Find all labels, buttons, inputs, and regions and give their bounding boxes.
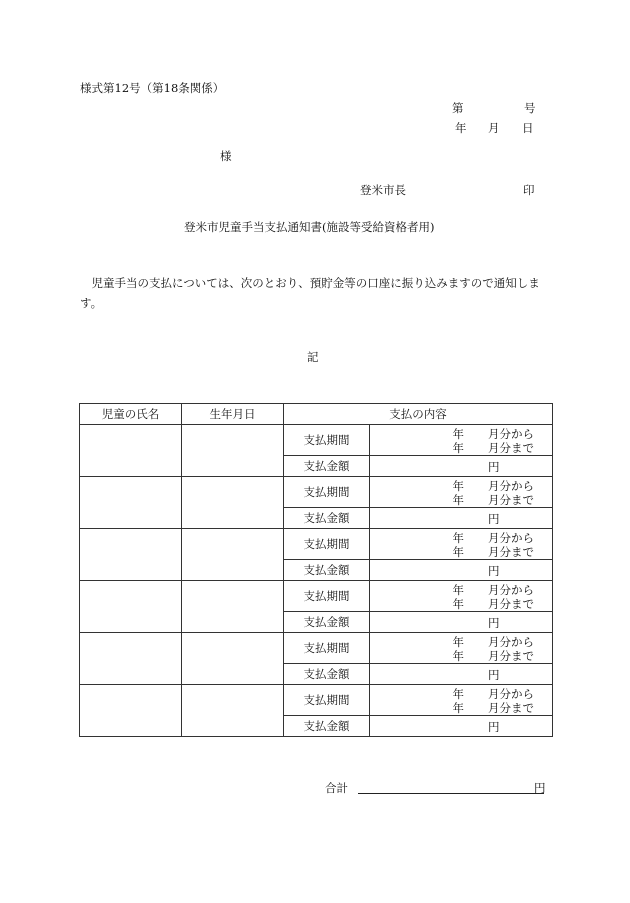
period-from-month-label: 月分から (488, 479, 534, 493)
date-month-label: 月 (488, 121, 500, 135)
amount-yen-unit: 円 (488, 720, 500, 734)
table-row-period (80, 685, 553, 716)
table-row-period (80, 581, 553, 612)
birthdate-cell (182, 633, 284, 685)
period-label-cell: 支払期間 (284, 477, 370, 508)
period-to-line (453, 440, 535, 456)
table-header-row (80, 404, 553, 425)
period-from-month-label: 月分から (488, 635, 534, 649)
birthdate-cell (182, 477, 284, 529)
period-from-year-label: 年 (452, 583, 464, 597)
period-from-year-label: 年 (452, 479, 464, 493)
period-from-year-label: 年 (452, 427, 464, 441)
addressee-suffix: 様 (220, 149, 232, 163)
header-birthdate: 生年月日 (182, 404, 284, 425)
total-amount-line (358, 793, 544, 794)
date-day-label: 日 (522, 121, 534, 135)
period-from-month-label: 月分から (488, 583, 534, 597)
amount-value-cell (370, 456, 553, 477)
period-label-cell: 支払期間 (284, 425, 370, 456)
period-label-cell: 支払期間 (284, 581, 370, 612)
period-value-cell (370, 633, 553, 664)
total-label: 合計 (325, 781, 348, 795)
amount-yen-unit: 円 (488, 564, 500, 578)
period-from-month-label: 月分から (488, 427, 534, 441)
period-to-year-label: 年 (452, 597, 464, 611)
period-from-year-label: 年 (452, 635, 464, 649)
child-name-cell (80, 633, 182, 685)
period-to-year-label: 年 (452, 441, 464, 455)
amount-label-cell: 支払金額 (284, 716, 370, 737)
period-value-cell (370, 425, 553, 456)
document-number-label: 第 (452, 101, 464, 115)
period-to-line (453, 700, 535, 716)
document-number-suffix: 号 (524, 101, 536, 115)
table-row-period (80, 425, 553, 456)
period-to-year-label: 年 (452, 701, 464, 715)
amount-value-cell (370, 508, 553, 529)
issuer-name: 登米市長 (360, 183, 406, 197)
amount-yen-unit: 円 (488, 512, 500, 526)
total-yen-unit: 円 (534, 781, 546, 795)
header-child-name: 児童の氏名 (80, 404, 182, 425)
period-label-cell: 支払期間 (284, 633, 370, 664)
period-label-cell: 支払期間 (284, 685, 370, 716)
period-to-month-label: 月分まで (488, 701, 534, 715)
amount-value-cell (370, 612, 553, 633)
amount-label-cell: 支払金額 (284, 664, 370, 685)
header-payment-details: 支払の内容 (284, 404, 553, 425)
amount-value-cell (370, 664, 553, 685)
period-from-month-label: 月分から (488, 531, 534, 545)
payment-table (79, 403, 553, 737)
amount-yen-unit: 円 (488, 668, 500, 682)
document-title: 登米市児童手当支払通知書(施設等受給資格者用) (184, 220, 435, 234)
period-to-year-label: 年 (452, 545, 464, 559)
period-to-month-label: 月分まで (488, 493, 534, 507)
period-from-year-label: 年 (452, 687, 464, 701)
period-to-month-label: 月分まで (488, 545, 534, 559)
form-number: 様式第12号（第18条関係） (80, 81, 225, 95)
table-row-period (80, 529, 553, 560)
date-year-label: 年 (455, 121, 467, 135)
birthdate-cell (182, 581, 284, 633)
amount-yen-unit: 円 (488, 460, 500, 474)
period-to-line (453, 596, 535, 612)
period-from-month-label: 月分から (488, 687, 534, 701)
birthdate-cell (182, 529, 284, 581)
period-to-month-label: 月分まで (488, 597, 534, 611)
child-name-cell (80, 581, 182, 633)
period-label-cell: 支払期間 (284, 529, 370, 560)
period-to-year-label: 年 (452, 649, 464, 663)
period-value-cell (370, 529, 553, 560)
amount-yen-unit: 円 (488, 616, 500, 630)
notice-body-text: 児童手当の支払については、次のとおり、預貯金等の口座に振り込みますので通知します。 (80, 276, 540, 310)
table-row-period (80, 477, 553, 508)
period-to-month-label: 月分まで (488, 441, 534, 455)
amount-value-cell (370, 716, 553, 737)
birthdate-cell (182, 425, 284, 477)
ki-heading: 記 (307, 350, 319, 364)
seal-mark: 印 (523, 183, 535, 197)
period-to-line (453, 648, 535, 664)
child-name-cell (80, 425, 182, 477)
child-name-cell (80, 685, 182, 737)
period-to-month-label: 月分まで (488, 649, 534, 663)
period-to-year-label: 年 (452, 493, 464, 507)
amount-label-cell: 支払金額 (284, 612, 370, 633)
child-name-cell (80, 529, 182, 581)
period-to-line (453, 492, 535, 508)
amount-label-cell: 支払金額 (284, 508, 370, 529)
amount-label-cell: 支払金額 (284, 560, 370, 581)
table-row-period (80, 633, 553, 664)
amount-value-cell (370, 560, 553, 581)
amount-label-cell: 支払金額 (284, 456, 370, 477)
period-value-cell (370, 581, 553, 612)
period-value-cell (370, 477, 553, 508)
period-to-line (453, 544, 535, 560)
period-from-year-label: 年 (452, 531, 464, 545)
child-name-cell (80, 477, 182, 529)
period-value-cell (370, 685, 553, 716)
birthdate-cell (182, 685, 284, 737)
